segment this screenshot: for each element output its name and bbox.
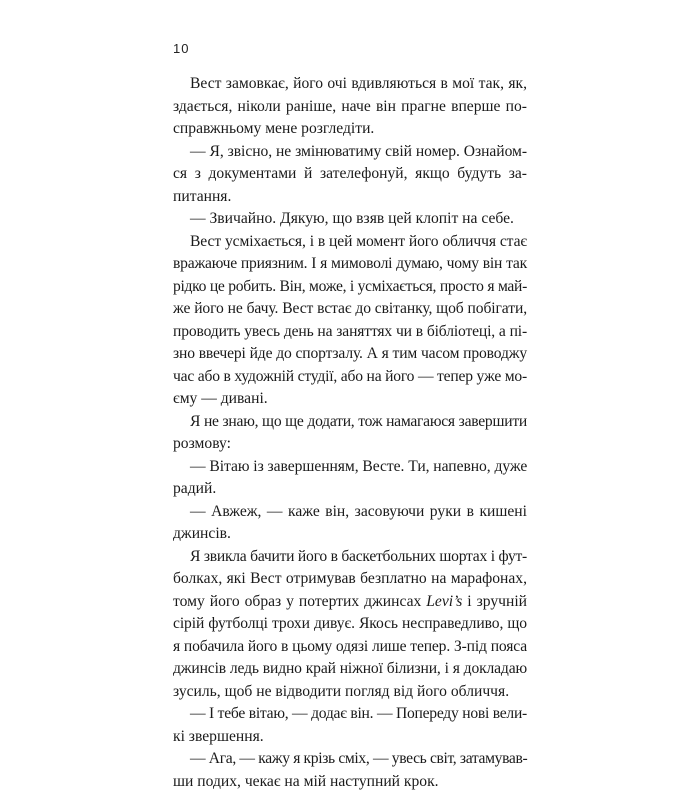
- text-line: — Вітаю із завершенням, Весте. Ти, напевно, дуже: [173, 456, 527, 479]
- text-line: розмову:: [173, 433, 527, 456]
- text-line: болках, які Вест отримував безплатно на марафонах,: [173, 568, 527, 591]
- text-line: час або в художній студії, або на його — тепер уже мо-: [173, 366, 527, 389]
- text-line: питання.: [173, 186, 527, 209]
- page-number: 10: [173, 41, 189, 56]
- text-line: проводить увесь день на заняттях чи в бібліотеці, а пі-: [173, 321, 527, 344]
- text-run: і зручній: [462, 593, 527, 610]
- text-line: — І тебе вітаю, — додає він. — Попереду нові вели-: [173, 703, 527, 726]
- text-line: Я звикла бачити його в баскетбольних шортах і фут-: [173, 546, 527, 569]
- text-line: справжньому мене розгледіти.: [173, 118, 527, 141]
- text-line: же його не бачу. Вест встає до світанку, щоб побігати,: [173, 298, 527, 321]
- text-line: — Звичайно. Дякую, що взяв цей клопіт на себе.: [173, 208, 527, 231]
- text-line: — Авжеж, — каже він, засовуючи руки в кишені: [173, 501, 527, 524]
- text-line: Я не знаю, що ще додати, тож намагаюся завершити: [173, 411, 527, 434]
- text-line: кі звершення.: [173, 726, 527, 749]
- text-line: ся з документами й зателефонуй, якщо будуть за-: [173, 163, 527, 186]
- italic-brand-name: Levi’s: [426, 593, 462, 610]
- text-line: я побачила його в цьому одязі лише тепер. З-під пояса: [173, 636, 527, 659]
- text-line: єму — дивані.: [173, 388, 527, 411]
- text-line: сірій футболці трохи дивує. Якось несправедливо, що: [173, 613, 527, 636]
- text-line: зусиль, щоб не відводити погляд від його обличчя.: [173, 681, 527, 704]
- text-line: зно ввечері йде до спортзалу. А я тим часом проводжу: [173, 343, 527, 366]
- text-line: Вест усміхається, і в цей момент його обличчя стає: [173, 231, 527, 254]
- text-line: здається, ніколи раніше, наче він прагне вперше по-: [173, 96, 527, 119]
- body-text: [173, 73, 527, 793]
- text-line: джинсів ледь видно край ніжної білизни, і я докладаю: [173, 658, 527, 681]
- text-line: — Я, звісно, не змінюватиму свій номер. Ознайом-: [173, 141, 527, 164]
- text-line: радий.: [173, 478, 527, 501]
- text-run: тому його образ у потертих джинсах: [173, 593, 426, 610]
- text-line: рідко це робить. Він, може, і усміхається, просто я май-: [173, 276, 527, 299]
- text-line: [173, 591, 527, 614]
- text-line: — Ага, — кажу я крізь сміх, — увесь світ, затамував-: [173, 748, 527, 771]
- text-line: Вест замовкає, його очі вдивляються в мої так, як,: [173, 73, 527, 96]
- text-line: вражаюче приязним. І я мимоволі думаю, чому він так: [173, 253, 527, 276]
- text-line: джинсів.: [173, 523, 527, 546]
- text-line: ши подих, чекає на мій наступний крок.: [173, 771, 527, 793]
